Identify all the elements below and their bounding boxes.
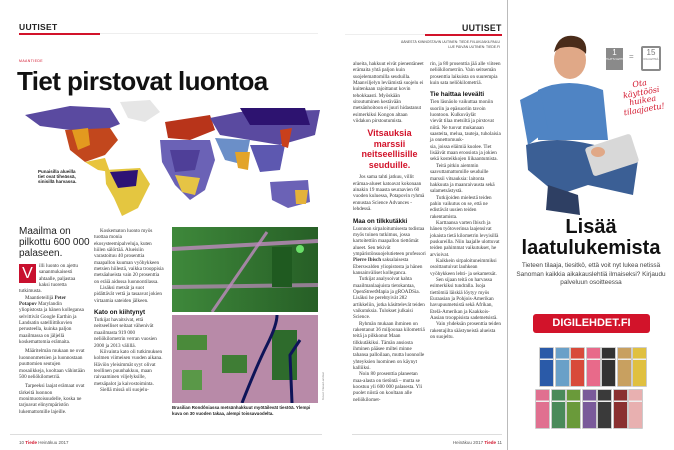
paragraph: Noin 80 prosenttia planeetan maa-alasta on tietöntä – mutta se koostuu yli 600 000 palasesta. Yli puolet niistä on kooltaan alle neliökilomet- bbox=[353, 371, 423, 403]
text: Marylandin yliopistosta ja hänen kollegansa selvittivät Google Earthin ja Landsatin satelliittikuvien perusteella, kuinka paljon maailmassa on jäljellä koskemattomia erämaita. bbox=[19, 301, 84, 346]
paragraph: Kaikkein sirpaloituneimmiksi osoittautuivat lauhkean vyöhykkeen lehti- ja sekametsät. bbox=[430, 257, 497, 277]
magazine-cover bbox=[582, 389, 597, 429]
subscribed-label: TILATTU LEHTI bbox=[606, 58, 623, 61]
magazine-cover bbox=[613, 389, 628, 429]
tablet-icon bbox=[641, 46, 661, 71]
subheading: Kato on kiihtynyt bbox=[94, 309, 146, 317]
handwritten-offer: Ota käyttöösi huikea tilaajaetu! bbox=[622, 78, 666, 117]
satellite-photo-1986 bbox=[172, 227, 318, 312]
paragraph: Tutkijoiden mielestä teiden pahin vaikutus on se, että ne edistävät uusien teiden rakentamista. bbox=[430, 194, 492, 220]
magazine-cover bbox=[535, 389, 550, 429]
right-column-1 bbox=[353, 61, 426, 403]
paragraph: Teitä pitkin aiemmin saavuttamattomille seuduille marssii vitsauksia: laitonta hakkuuta ja maanraivausta sekä salametsästystä. bbox=[430, 162, 495, 195]
equals-sign: = bbox=[629, 52, 634, 61]
magazine-cover bbox=[570, 347, 585, 387]
paragraph: Karttaansa varten Ibisch ja hänen työtoverinsa laajensivat jokaista tietä kilometrin levyisillä puskureilla. Niin laajalle ulottuvat teiden pahimmat vaikutukset, he arvioivat. bbox=[430, 219, 500, 258]
page-number: 10 bbox=[19, 440, 25, 445]
magazine-covers bbox=[533, 347, 651, 432]
section-accent-line bbox=[425, 34, 502, 36]
paragraph: Tien läsnäolo vaikuttaa moniin suoriin ja epäsuoriin tavoin luontoon. Kulkuväylät bbox=[430, 99, 494, 119]
digilehdet-button[interactable]: DIGILEHDET.FI bbox=[533, 314, 650, 333]
left-column-2 bbox=[94, 228, 164, 393]
subheading: Tie haittaa leveälti bbox=[430, 91, 485, 99]
section-rule bbox=[100, 33, 318, 34]
paragraph: rin, ja 80 prosenttia jää alle viiteen neliökilometriin. Vain seitsemän prosenttia laikuista on suurempia kuin sata neliökilometriä. bbox=[430, 61, 501, 87]
paragraph: Määritelmän mukaan ne ovat luonnonmetsien ja luonnostaan puuttomien seutujen mosaiikkeja, kooltaan vähintään 500 neliökilometriä. bbox=[19, 348, 85, 380]
ad-headline: Lisää laatulukemista bbox=[521, 216, 661, 259]
magazine-cover bbox=[597, 389, 612, 429]
digi-label: DIGI-LEHTEÄ bbox=[643, 58, 659, 61]
text: saksalaisesta Eberswalden yliopistosta ja hänen kansainväliset kolleganса. bbox=[353, 257, 423, 276]
person-name: Pierre Ibisch bbox=[353, 257, 382, 264]
paragraph: Lisäksi metsät ja suot pidättävät vettä ja tasaavat jokien virtaamia sateiden jälkeen. bbox=[94, 285, 162, 304]
ad-body: Tieteen tilaaja, tiesitkö, että voit nyt lukea netissä Sanoman kaikkia aikakauslehtiä ilmaiseksi? Kirjaudu palveluun osoitteessa bbox=[516, 262, 666, 286]
paragraph: vievät tilaa metsiltä ja pirstovat niitä. Ne tuovat mukanaan saasteita, melua, tauteja, tuholaisia ja onnettomuuk- bbox=[430, 118, 501, 144]
road-density-map bbox=[10, 100, 325, 218]
paragraph: sia, joissa eläimiä kuolee. Tiet lisäävät maan eroosiota ja jokien sekä kosteikkojen liikaantumista. bbox=[430, 143, 498, 163]
satellite-photo-2015 bbox=[172, 315, 318, 403]
subline bbox=[401, 40, 500, 50]
subscribed-magazine-icon bbox=[606, 48, 623, 70]
paragraph: Jos sama tahti jatkuu, villit erämaa-alueet katoavat kokonaan ainakin 19 maasta seuraavien 60 vuoden kuluessa, Potapovin ryhmä ennustaa Science Advances -lehdessä. bbox=[353, 174, 425, 213]
person-name: Peter Potapov bbox=[19, 294, 67, 308]
paragraph: Tutkijat havaitsivat, että neitseelliset seitaat vähenivät maailmasta 919 000 neliökilometrin verran vuosien 2000 ja 2013 välillä. bbox=[94, 317, 157, 349]
magazine-cover bbox=[566, 389, 581, 429]
paragraph: Tutkijat analysoivat kahta maailmanlaajuista tietokantaa, OpenStreetMapia ja gROADSia. Lisäksi he perehtyivät 282 artikkeliin, jotka käsittelevät teiden vaikutuksia. Tulokset julkaisi Science. bbox=[353, 276, 425, 321]
magazine-cover bbox=[632, 347, 647, 387]
right-footer bbox=[430, 440, 502, 445]
paragraph: Kiivainta kato oli tutkimuksen kolmen viimeisen vuoden aikana. Häviön yleisimmät syyt olivat teollinen puunhakkuu, maan raivaaminen viljelyksille, metsäpalot ja kaivostoiminta. bbox=[94, 348, 163, 387]
magazine-cover bbox=[586, 347, 601, 387]
photo-caption: Brasilian Rondôniassa metsänhakkuut myötäilevät tiestöä. Ylempi kuva on 30 vuoden takaa, alempi toissavuodelta. bbox=[172, 405, 311, 416]
issue-date: Heinäkuu 2017 bbox=[38, 440, 69, 445]
section-label: UUTISET bbox=[462, 23, 502, 33]
digi-count: 15 bbox=[646, 48, 656, 57]
section-rule bbox=[345, 34, 425, 35]
magazine-cover bbox=[601, 347, 616, 387]
paragraph: Sen sijaan teitä on harvassa esimerkiksi tundralla. Isoja tiettömiä läiskiä löytyy myös Euraasian ja Pohjois-Amerikan havupuumetsistä sekä Afrikan, Etelä-Amerikan ja Kaakkois-Aasian trooppisista sademetsistä. bbox=[430, 277, 498, 322]
magazine-cover bbox=[628, 389, 643, 429]
issue-date: Heinäkuu 2017 bbox=[452, 440, 484, 445]
map-caption: Punaisilla alueilla tiet ovat tiheässä, sinisillä harvassa. bbox=[38, 169, 77, 184]
footer-rule bbox=[352, 434, 502, 435]
right-column-2 bbox=[430, 61, 501, 340]
paragraph: Vain yhdeksän prosenttia teiden rakentajilta säästyneistä alueista on suojeltu. bbox=[430, 321, 501, 341]
magazine-cover bbox=[539, 347, 554, 387]
section-accent-line bbox=[19, 33, 100, 35]
magazine-cover bbox=[555, 347, 570, 387]
magazine-brand: Tiede bbox=[25, 440, 37, 445]
magazine-cover bbox=[617, 347, 632, 387]
pull-quote: Vitsauksia marssii neitseellisille seuduille. bbox=[361, 128, 418, 170]
magazine-cover bbox=[551, 389, 566, 429]
footer-rule bbox=[10, 434, 322, 435]
subheading: Maa on tilkkutäkki bbox=[353, 217, 408, 225]
kicker: MAANTIEDE bbox=[19, 59, 44, 63]
left-column-1 bbox=[19, 226, 90, 415]
paragraph: Siellä missä oli suojelu- bbox=[100, 386, 149, 393]
vote-link[interactable]: ÄÄNESTÄ KIINNOSTAVIN UUTINEN: TIEDE.FI/LUKIJAKILPAILU bbox=[400, 40, 500, 44]
photo-credit: Kuvat: Nasa/Landsat bbox=[321, 372, 325, 400]
left-footer bbox=[19, 440, 69, 445]
text: Luonnon sirpaloitumisesta todistaa myös toinen tutkimus, jossa kartoitettiin maapallon tiettömät alueet. Sen tekivät ympäristönsuojelutieteen professori bbox=[353, 225, 426, 257]
paragraph: Koskematon luonto myös tuottaa monia ekosysteemipalveluja, kuten hiilen sälörtää. Alueisiin varastoituu 40 prosenttia maapallon kuuman vyöhykkeen metsien hiilestä, vaikka trooppisia metsäalueista vain 20 prosenttia on eräiä aidossa luonnontilassa. bbox=[94, 228, 164, 285]
digilehdet-ad[interactable] bbox=[508, 0, 674, 450]
paragraph: illi luonto on ajettu sananmukaisesti ahtaalle, paljastaa kaksi tuoretta tutkimusta. bbox=[19, 263, 78, 295]
article-title: Tiet pirstovat luontoa bbox=[17, 66, 268, 96]
magazine-brand: Tiede bbox=[484, 440, 497, 445]
daily-link[interactable]: LUE PÄIVÄN UUTINEN: TIEDE.FI bbox=[448, 45, 500, 49]
paragraph: Tarpeeksi laajat erämaat ovat tärkeitä luonnon monimuotoisuudelle, koska ne tarjoavat elinympäristön lukemattomille lajeille. bbox=[19, 383, 85, 415]
subscribed-count: 1 bbox=[612, 48, 617, 57]
drop-cap: V bbox=[19, 264, 36, 283]
paragraph: alueita, hakkuut eivät pienentäneet erämaita yhtä paljon kuin suojelemattomilla seuduilla. Maanviljelyn leviämistä suojelu ei kuitenkaan rajoittanut kovin tehokkaasti. Myöskään sitoutuminen kestävään metsänhoitoon ei juuri hidastanut esimerkiksi Kongon altaan viidakon pirstoutumista. bbox=[353, 61, 424, 125]
article-lead: Maailma on pilkottu 600 000 palaseen. bbox=[19, 226, 90, 259]
section-label: UUTISET bbox=[19, 22, 58, 32]
text: Maantieteilijä bbox=[25, 294, 55, 301]
paragraph: Ryhmän mukaan ihminen on rakentanut 36 miljoonaa kilometriä teitä ja pilkkonut Maan tilkkutäkiksi. Tämän ansiosta ihminen pääsee miltei minne tahansa palloilaan, mutta luonnolle yhteyksien luominen on käynyt kalliiksi. bbox=[353, 320, 425, 372]
page-number: 11 bbox=[497, 440, 502, 445]
